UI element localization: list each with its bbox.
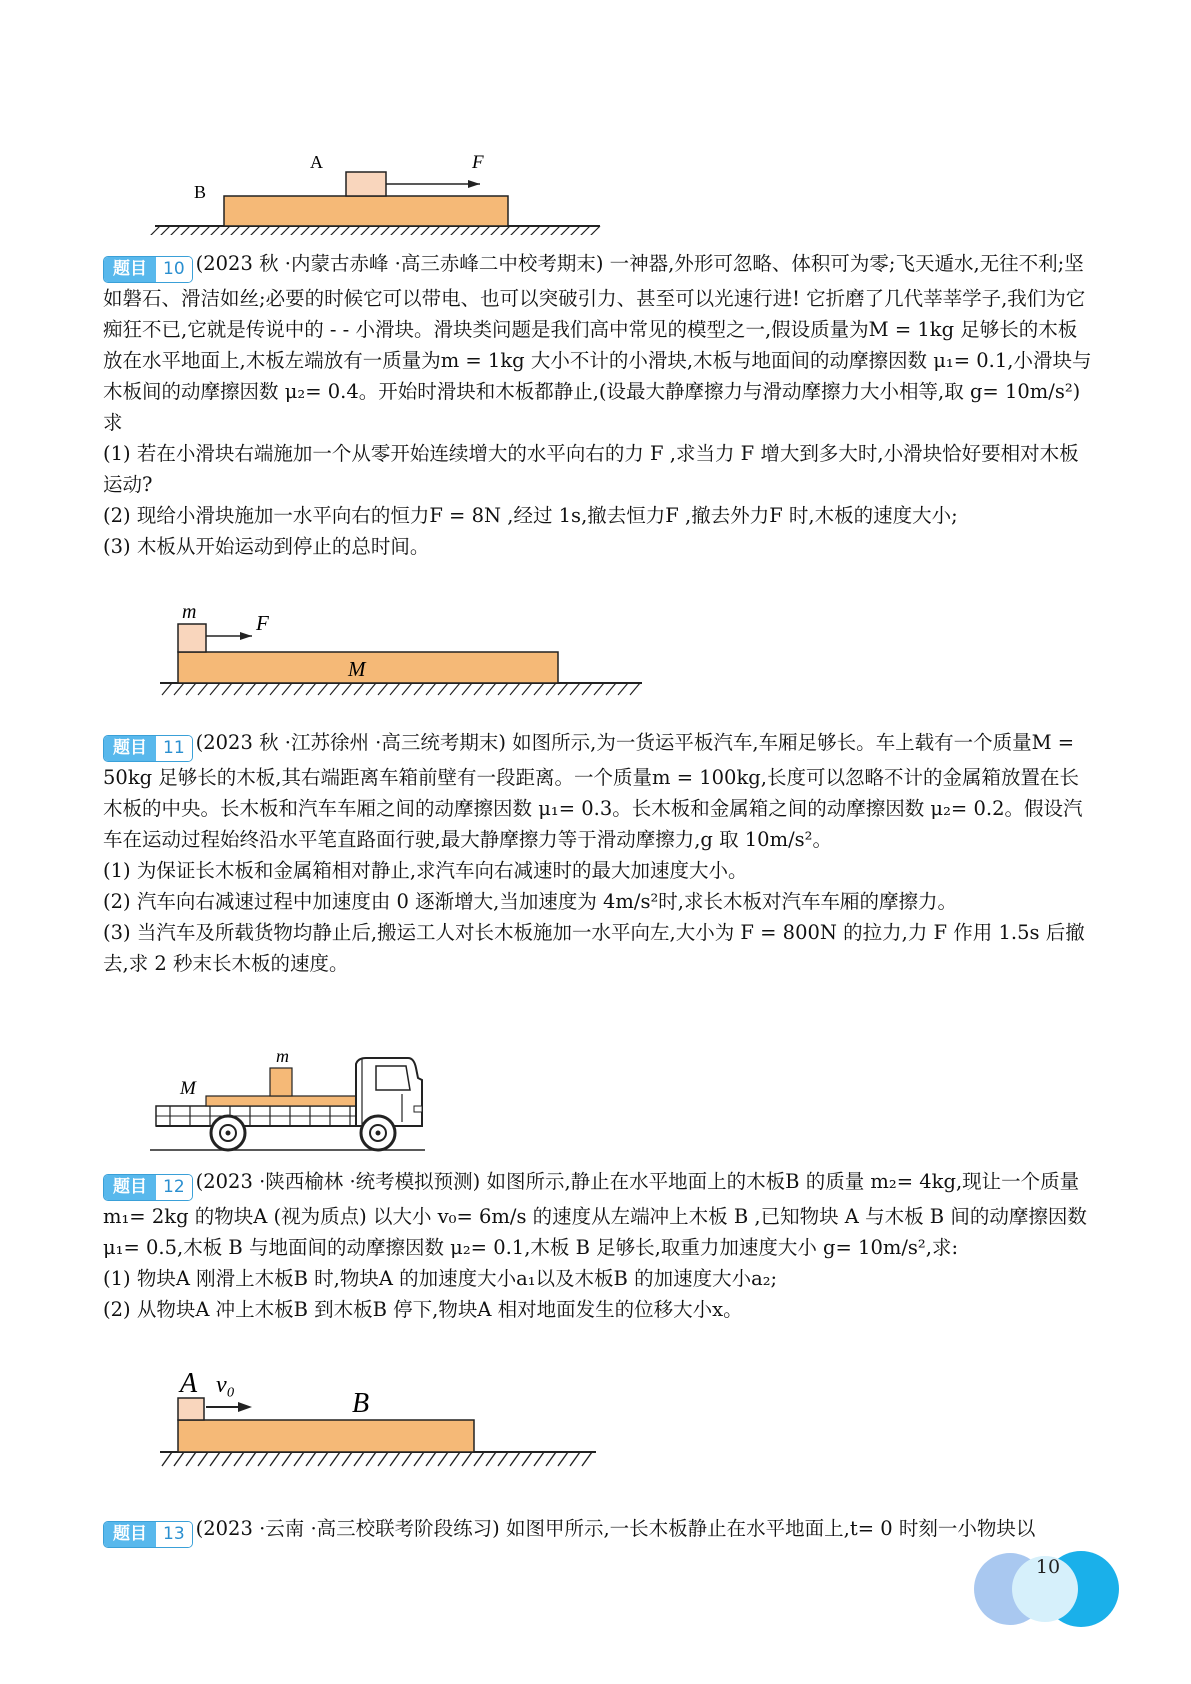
block-a: [178, 1398, 204, 1420]
question-2: (2) 汽车向右减速过程中加速度由 0 逐渐增大,当加速度为 4m/s²时,求长木板对汽车车厢的摩擦力。: [103, 890, 958, 913]
slider-m: [178, 624, 206, 652]
label-v0: v₀: [216, 1372, 235, 1398]
label-b: B: [352, 1388, 370, 1419]
block-a: [346, 172, 386, 196]
label-a: A: [180, 1368, 198, 1399]
question-3: (3) 当汽车及所载货物均静止后,搬运工人对长木板施加一水平向左,大小为 F = 800N 的拉力,力 F 作用 1.5s 后撤去,求 2 秒末长木板的速度。: [103, 921, 1085, 975]
board-b: [224, 196, 508, 226]
label-M: M: [180, 1078, 196, 1099]
problem-text: (2023 ·云南 ·高三校联考阶段练习) 如图甲所示,一长木板静止在水平地面上,t= 0 时刻一小物块以: [195, 1517, 1036, 1540]
problem-10-intro: [103, 248, 1093, 438]
label-a: A: [310, 152, 323, 172]
page-number: 10: [1035, 1556, 1061, 1578]
question-1: (1) 为保证长木板和金属箱相对静止,求汽车向右减速时的最大加速度大小。: [103, 859, 748, 882]
figure-slider-on-board: [160, 600, 650, 700]
problem-13: [103, 1513, 1093, 1548]
figure-block-on-board: [150, 150, 610, 235]
label-m: m: [276, 1046, 289, 1066]
figure-flatbed-truck: [150, 1018, 460, 1158]
question-1: (1) 物块A 刚滑上木板B 时,物块A 的加速度大小a₁以及木板B 的加速度大小a₂;: [103, 1267, 778, 1290]
problem-badge: [103, 1521, 193, 1548]
problem-badge: [103, 256, 193, 283]
problem-12: [103, 1166, 1093, 1325]
label-b: B: [194, 182, 207, 202]
badge-label: 题目: [104, 1175, 156, 1200]
badge-number: 10: [156, 257, 192, 282]
problem-badge: [103, 735, 193, 762]
problem-text: (2023 秋 ·江苏徐州 ·高三统考期末) 如图所示,为一货运平板汽车,车厢足够长。车上载有一个质量M = 50kg 足够长的木板,其右端距离车箱前壁有一段距离。一个质量m = 100kg,长度可以忽略不计的金属箱放置在长木板的中央。长木板和汽车车厢之间的动摩擦因数 μ₁= 0.3。长木板和金属箱之间的动摩擦因数 μ₂= 0.2。假设汽车在运动过程始终沿水平笔直路面行驶,最大静摩擦力等于滑动摩擦力,g 取 10m/s²。: [103, 731, 1083, 851]
badge-number: 11: [156, 736, 192, 761]
problem-11-intro: [103, 727, 1093, 855]
label-M: M: [348, 657, 366, 681]
badge-number: 12: [156, 1175, 192, 1200]
problem-10: [103, 248, 1093, 562]
badge-label: 题目: [104, 736, 156, 761]
badge-label: 题目: [104, 1522, 156, 1547]
problem-text: (2023 秋 ·内蒙古赤峰 ·高三赤峰二中校考期末) 一神器,外形可忽略、体积可为零;飞天遁水,无往不利;坚如磐石、滑洁如丝;必要的时候它可以带电、也可以突破引力、甚至可以光速行进! 它折磨了几代莘莘学子,我们为它痴狂不已,它就是传说中的 - - 小滑块。滑块类问题是我们高中常见的模型之一,假设质量为M = 1kg 足够长的木板放在水平地面上,木板左端放有一质量为m = 1kg 大小不计的小滑块,木板与地面间的动摩擦因数 μ₁= 0.1,小滑块与木板间的动摩擦因数 μ₂= 0.4。开始时滑块和木板都静止,(设最大静摩擦力与滑动摩擦力大小相等,取 g= 10m/s²) 求: [103, 252, 1092, 434]
badge-number: 13: [156, 1522, 192, 1547]
problem-12-intro: [103, 1166, 1093, 1263]
label-f: F: [472, 152, 484, 173]
badge-label: 题目: [104, 257, 156, 282]
question-2: (2) 现给小滑块施加一水平向右的恒力F = 8N ,经过 1s,撤去恒力F ,撤去外力F 时,木板的速度大小;: [103, 504, 958, 527]
figure-block-on-board-b: [160, 1362, 600, 1474]
problem-13-intro: [103, 1513, 1093, 1548]
problem-11: [103, 727, 1093, 979]
board-M: [206, 1096, 356, 1106]
question-2: (2) 从物块A 冲上木板B 到木板B 停下,物块A 相对地面发生的位移大小x。: [103, 1298, 743, 1321]
question-3: (3) 木板从开始运动到停止的总时间。: [103, 535, 430, 558]
label-m: m: [182, 601, 197, 623]
problem-text: (2023 ·陕西榆林 ·统考模拟预测) 如图所示,静止在水平地面上的木板B 的质量 m₂= 4kg,现让一个质量 m₁= 2kg 的物块A (视为质点) 以大小 v₀= 6m/s 的速度从左端冲上木板 B ,已知物块 A 与木板 B 间的动摩擦因数 μ₁= 0.5,木板 B 与地面间的动摩擦因数 μ₂= 0.1,木板 B 足够长,取重力加速度大小 g= 10m/s²,求:: [103, 1170, 1087, 1259]
page-number-decoration: [955, 1534, 1135, 1644]
board-b: [178, 1420, 474, 1452]
box-m: [270, 1068, 292, 1096]
problem-badge: [103, 1174, 193, 1201]
question-1: (1) 若在小滑块右端施加一个从零开始连续增大的水平向右的力 F ,求当力 F 增大到多大时,小滑块恰好要相对木板运动?: [103, 442, 1079, 496]
board-M: [178, 652, 558, 683]
label-f: F: [256, 611, 269, 635]
